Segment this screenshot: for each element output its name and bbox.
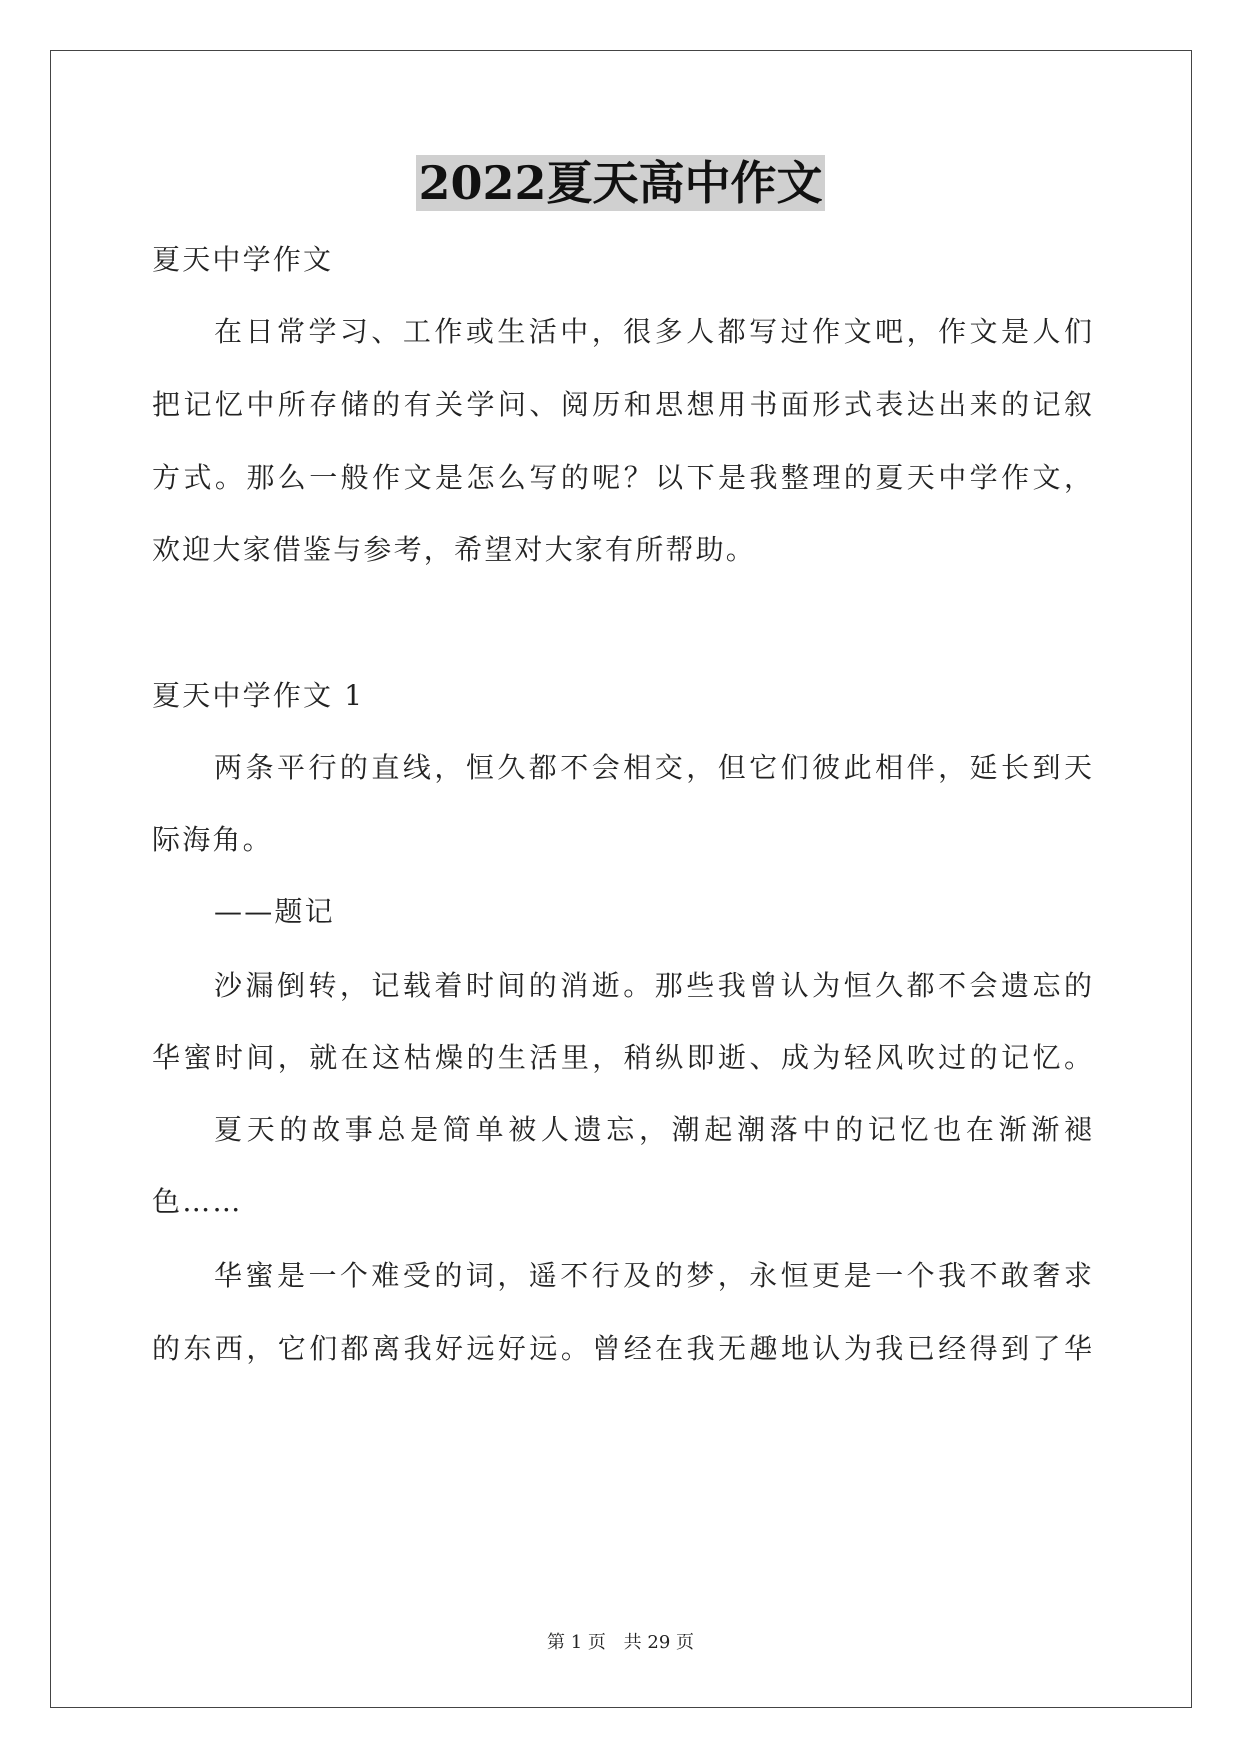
intro-line-1: 在日常学习、工作或生活中，很多人都写过作文吧，作文是人们 xyxy=(214,315,1092,348)
essay-line-2: 际海角。 xyxy=(152,823,273,856)
essay-line-9: 的东西，它们都离我好远好远。曾经在我无趣地认为我已经得到了华 xyxy=(152,1332,1092,1365)
essay-line-7: 色…… xyxy=(152,1185,243,1218)
page-total: 共 29 页 xyxy=(623,1632,694,1653)
intro-line-2: 把记忆中所存储的有关学问、阅历和思想用书面形式表达出来的记叙 xyxy=(152,388,1092,421)
intro-line-3: 方式。那么一般作文是怎么写的呢？以下是我整理的夏天中学作文， xyxy=(152,461,1092,494)
essay-line-8: 华蜜是一个难受的词，遥不行及的梦，永恒更是一个我不敢奢求 xyxy=(214,1259,1092,1292)
essay-epigraph: ——题记 xyxy=(214,895,335,928)
title-container xyxy=(0,155,1241,211)
page-number: 第 1 页 xyxy=(547,1632,606,1653)
document-title: 2022夏天高中作文 xyxy=(418,156,823,210)
intro-line-4: 欢迎大家借鉴与参考，希望对大家有所帮助。 xyxy=(152,533,757,566)
essay-line-5: 华蜜时间，就在这枯燥的生活里，稍纵即逝、成为轻风吹过的记忆。 xyxy=(152,1041,1092,1074)
essay-line-6: 夏天的故事总是简单被人遗忘，潮起潮落中的记忆也在渐渐褪 xyxy=(214,1113,1092,1146)
essay-line-4: 沙漏倒转，记载着时间的消逝。那些我曾认为恒久都不会遗忘的 xyxy=(214,969,1092,1002)
page-footer xyxy=(0,1628,1241,1654)
page-border xyxy=(50,50,1192,1708)
essay-line-1: 两条平行的直线，恒久都不会相交，但它们彼此相伴，延长到天 xyxy=(214,751,1092,784)
section-heading: 夏天中学作文 xyxy=(152,243,334,276)
essay-heading: 夏天中学作文 1 xyxy=(152,679,365,712)
